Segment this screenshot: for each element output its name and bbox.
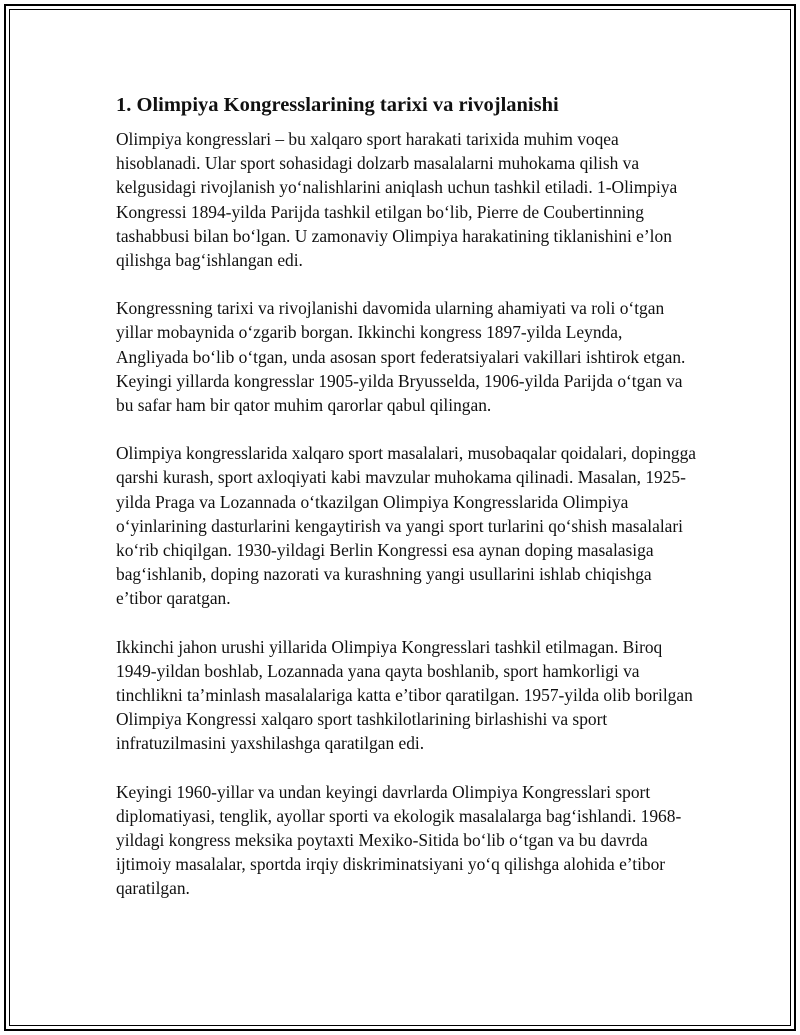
- paragraph-2: Kongressning tarixi va rivojlanishi davomida ularning ahamiyati va roli o‘tgan yillar mobaynida o‘zgarib borgan. Ikkinchi kongress 1897-yilda Leynda, Angliyada bo‘lib o‘tgan, unda asosan sport federatsiyalari vakillari ishtirok etgan. Keyingi yillarda kongresslar 1905-yilda Bryusselda, 1906-yilda Parijda o‘tgan va bu safar ham bir qator muhim qarorlar qabul qilingan.: [116, 298, 686, 416]
- paragraph-4: Ikkinchi jahon urushi yillarida Olimpiya Kongresslari tashkil etilmagan. Biroq 1949-yildan boshlab, Lozannada yana qayta boshlanib, sport hamkorligi va tinchlikni ta’minlash masalalariga katta e’tibor qaratilgan. 1957-yilda olib borilgan Olimpiya Kongressi xalqaro sport tashkilotlarining birlashishi va sport infratuzilmasini yaxshilashga qaratilgan edi.: [116, 636, 693, 754]
- paragraph-3: Olimpiya kongresslarida xalqaro sport masalalari, musobaqalar qoidalari, dopingga qarshi kurash, sport axloqiyati kabi mavzular muhokama qilinadi. Masalan, 1925-yilda Praga va Lozannada o‘tkazilgan Olimpiya Kongresslarida Olimpiya o‘yinlarining dasturlarini kengaytirish va yangi sport turlarini qo‘shish masalalari ko‘rib chiqilgan. 1930-yildagi Berlin Kongressi esa aynan doping masalasiga bag‘ishlanib, doping nazorati va kurashning yangi usullarini ishlab chiqishga e’tibor qaratgan.: [116, 443, 697, 609]
- paragraph-1: Olimpiya kongresslari – bu xalqaro sport harakati tarixida muhim voqea hisoblanadi. Ular sport sohasidagi dolzarb masalalarni muhokama qilish va kelgusidagi rivojlanish yo‘nalishlarini aniqlash uchun tashkil etiladi. 1-Olimpiya Kongressi 1894-yilda Parijda tashkil etilgan bo‘lib, Pierre de Coubertinning tashabbusi bilan bo‘lgan. U zamonaviy Olimpiya harakatining tiklanishini e’lon qilishga bag‘ishlangan edi.: [116, 129, 678, 271]
- paragraph-5: Keyingi 1960-yillar va undan keyingi davrlarda Olimpiya Kongresslari sport diplomatiyasi, tenglik, ayollar sporti va ekologik masalalarga bag‘ishlandi. 1968-yildagi kongress meksika poytaxti Mexiko-Sitida bo‘lib o‘tgan va bu davrda ijtimoiy masalalar, sportda irqiy diskriminatsiyani yo‘q qilishga alohida e’tibor qaratilgan.: [116, 781, 682, 899]
- section-heading: 1. Olimpiya Kongresslarining tarixi va rivojlanishi: [116, 94, 559, 116]
- document-body: [116, 92, 696, 925]
